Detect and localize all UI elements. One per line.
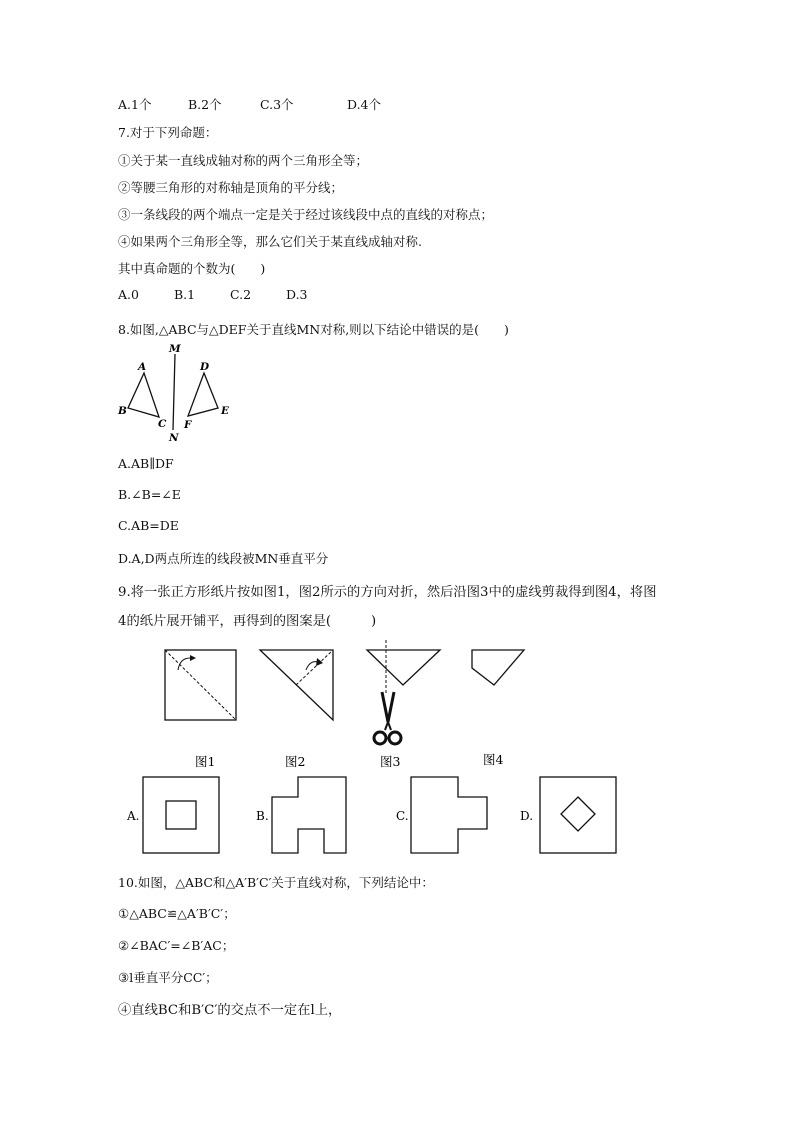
q7-item-3: ③一条线段的两个端点一定是关于经过该线段中点的直线的对称点； xyxy=(118,207,494,222)
q6-option-c: C.3个 xyxy=(260,97,294,112)
q8-option-c: C.AB=DE xyxy=(118,518,179,533)
q7-stem: 7.对于下列命题： xyxy=(118,125,218,140)
label-m: M xyxy=(169,343,181,355)
option-b-label: B. xyxy=(256,809,269,823)
q7-question: 其中真命题的个数为( ) xyxy=(118,261,266,276)
label-a: A xyxy=(138,361,147,373)
triangle-def xyxy=(188,373,218,416)
q6-options xyxy=(118,95,381,113)
q7-item-2: ②等腰三角形的对称轴是顶角的平分线； xyxy=(118,180,344,195)
option-b-shape xyxy=(272,777,346,853)
q9-stem-line-2: 4的纸片展开铺平，再得到的图案是( ) xyxy=(118,614,377,629)
q10-item-1: ①△ABC≌△A′B′C′； xyxy=(118,906,236,921)
option-c-shape xyxy=(411,777,487,853)
q10-item-4: ④直线BC和B′C′的交点不一定在l上， xyxy=(118,1003,342,1018)
q8-option-a: A.AB∥DF xyxy=(118,456,174,471)
triangle-abc xyxy=(128,373,159,417)
label-n: N xyxy=(169,432,179,444)
q10-item-3: ③l垂直平分CC′； xyxy=(118,970,218,985)
option-d-square xyxy=(540,777,616,853)
q7-option-b: B.1 xyxy=(174,287,196,302)
label-d: D xyxy=(200,361,210,373)
option-a-label: A. xyxy=(127,809,140,823)
q10-item-2: ②∠BAC′=∠B′AC； xyxy=(118,938,235,953)
q7-item-4: ④如果两个三角形全等，那么它们关于某直线成轴对称. xyxy=(118,234,422,249)
q8-option-d: D.A,D两点所连的线段被MN垂直平分 xyxy=(118,551,329,566)
fig1-square xyxy=(165,650,236,720)
mn-line xyxy=(173,354,175,430)
q8-option-b: B.∠B=∠E xyxy=(118,487,181,502)
label-b: B xyxy=(118,405,127,417)
scissors-icon xyxy=(374,692,401,744)
q6-option-a: A.1个 xyxy=(118,97,152,112)
caption-fig4: 图4 xyxy=(483,752,504,767)
q7-option-a: A.0 xyxy=(118,287,139,302)
q9-answer-options xyxy=(120,772,630,862)
q9-stem-line-1: 9.将一张正方形纸片按如图1，图2所示的方向对折，然后沿图3中的虚线剪裁得到图4，将图 xyxy=(118,585,657,600)
q8-stem: 8.如图,△ABC与△DEF关于直线MN对称,则以下结论中错误的是( ) xyxy=(118,322,509,337)
caption-fig3: 图3 xyxy=(380,754,401,769)
option-c-label: C. xyxy=(396,809,409,823)
caption-fig1: 图1 xyxy=(195,754,216,769)
q6-option-b: B.2个 xyxy=(188,97,222,112)
q6-option-d: D.4个 xyxy=(347,97,382,112)
q10-stem: 10.如图，△ABC和△A′B′C′关于直线对称，下列结论中： xyxy=(118,875,434,890)
option-d-diamond xyxy=(561,797,595,831)
q9-figures xyxy=(150,640,540,770)
fig2-fold-line xyxy=(296,650,333,685)
option-d-label: D. xyxy=(520,809,534,823)
q7-options xyxy=(118,287,308,302)
q7-option-c: C.2 xyxy=(230,287,252,302)
label-c: C xyxy=(158,418,167,430)
fig1-fold-line xyxy=(165,650,236,720)
label-f: F xyxy=(184,419,192,431)
option-a-inner-square xyxy=(166,801,196,829)
q8-figure xyxy=(116,342,246,447)
fig3-triangle xyxy=(367,650,440,685)
option-a-square xyxy=(143,777,219,853)
fig4-shape xyxy=(472,650,524,685)
caption-fig2: 图2 xyxy=(285,754,306,769)
q7-item-1: ①关于某一直线成轴对称的两个三角形全等； xyxy=(118,153,369,168)
q7-option-d: D.3 xyxy=(286,287,308,302)
label-e: E xyxy=(221,405,230,417)
